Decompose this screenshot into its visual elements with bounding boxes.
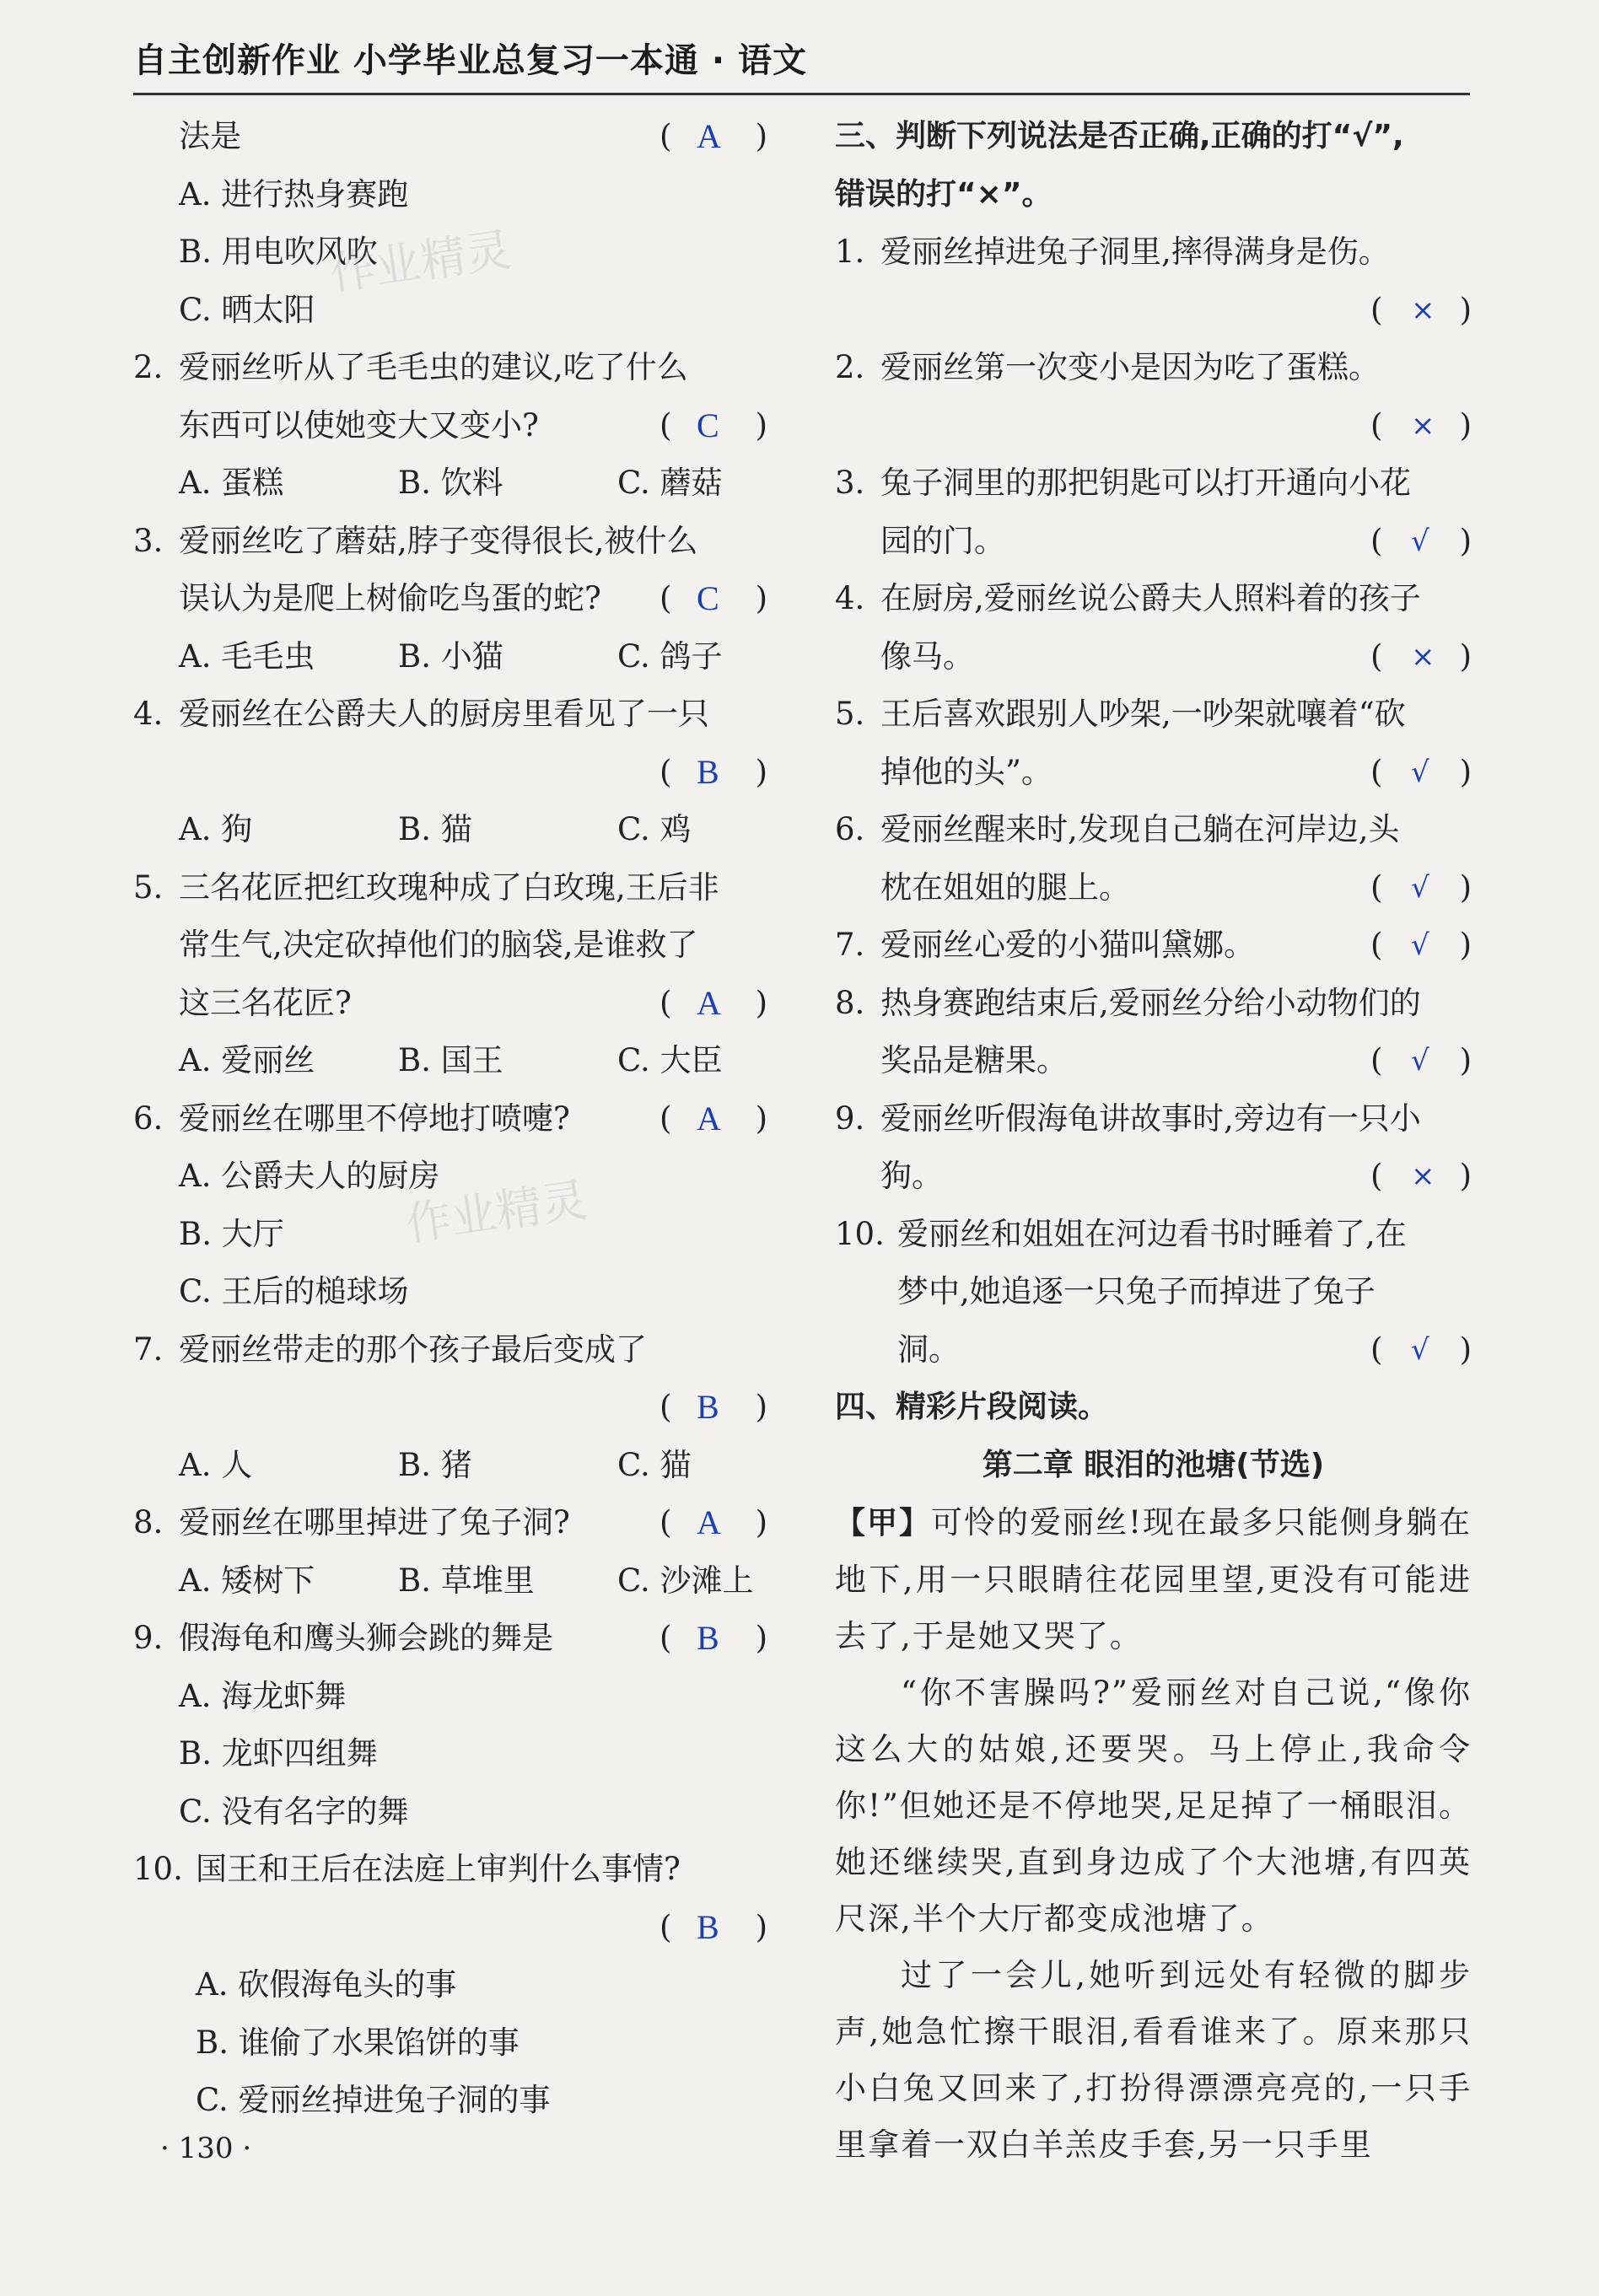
- item-text: 爱丽丝听假海龟讲故事时,旁边有一只小: [880, 1100, 1421, 1137]
- item-text: 热身赛跑结束后,爱丽丝分给小动物们的: [880, 984, 1421, 1021]
- item-text: 园的门。: [880, 522, 1005, 559]
- judgement-mark: ×: [1411, 1159, 1435, 1193]
- judgement-item-cont: [835, 1263, 1472, 1321]
- option: A. 公爵夫人的厨房: [179, 1158, 440, 1194]
- chapter-title: 第二章 眼泪的池塘(节选): [982, 1447, 1325, 1482]
- options-row: A. 人 B. 猪 C. 猫: [179, 1446, 692, 1483]
- judgement-mark: √: [1411, 928, 1429, 962]
- item-text: 像马。: [880, 637, 974, 675]
- item-text: 梦中,她追逐一只兔子而掉进了兔子: [897, 1273, 1376, 1309]
- item-number: 9.: [835, 1100, 865, 1137]
- question-6: 6. 爱丽丝在哪里不停地打喷嚏? ( A ): [133, 1090, 767, 1148]
- item-number: 4.: [835, 580, 865, 616]
- item-number: 1.: [835, 234, 865, 270]
- judgement-mark: √: [1411, 870, 1429, 905]
- watermark: 作业精灵: [326, 223, 514, 301]
- judgement-answer-row: ( × ): [835, 282, 1472, 340]
- item-text: 洞。: [897, 1331, 960, 1368]
- judgement-item: 7. 爱丽丝心爱的小猫叫黛娜。 ( √ ): [835, 917, 1472, 975]
- item-number: 7.: [835, 927, 865, 963]
- item-text: 狗。: [880, 1158, 943, 1194]
- option: B. 龙虾四组舞: [179, 1735, 378, 1772]
- option: B. 用电吹风吹: [179, 234, 378, 270]
- answer-mark: A: [697, 117, 721, 155]
- judgement-mark: ×: [1411, 639, 1435, 674]
- item-text: 爱丽丝和姐姐在河边看书时睡着了,在: [897, 1215, 1407, 1252]
- option: B. 大厅: [179, 1215, 284, 1252]
- judgement-item: [835, 223, 1472, 282]
- judgement-mark: √: [1411, 755, 1429, 789]
- passage-paragraph-2: “你不害臊吗?”爱丽丝对自己说,“像你这么大的姑娘,还要哭。马上停止,我命令你!”但她还是不停地哭,足足掉了一桶眼泪。她还继续哭,直到身边成了个大池塘,有四英尺深,半个大厅都变成池塘了。: [835, 1675, 1472, 1937]
- watermark: 作业精灵: [402, 1173, 590, 1251]
- option: C. 晒太阳: [179, 291, 315, 328]
- left-column: 法是 ( A ) A. 进行热身赛跑 B. 用电吹风吹 C. 晒太阳 2. 爱丽丝听从了毛毛虫的建议,吃了什么 东西可以使她变大又变小? ( C ) A. 蛋糕 B. 饮料 C. 蘑菇 3. 爱丽丝吃了蘑菇,脖子变得很长,被什么 误认为是爬上树偷吃鸟蛋的蛇? ( C ) A. 毛毛虫 B. 小猫 C. 鸽子 4. 爱丽丝在公爵夫人的厨房里看见了一只 ( B ) A. 狗 B. 猫 C. 鸡 5. 三名花匠把红玫瑰种成了白玫瑰,王后非 常生气,决定砍掉他们的脑袋,是谁救了 这三名花匠? ( A ) A. 爱丽丝 B. 国王 C. 大臣 6. 爱丽丝在哪里不停地打喷嚏? ( A ) A. 公爵夫人的厨房 B. 大厅 C. 王后的槌球场 7. 爱丽丝带走的那个孩子最后变成了 ( B ) A. 人 B. 猪 C. 猫 8. 爱丽丝在哪里掉进了兔子洞? ( A ) A. 矮树下 B. 草堆里 C. 沙滩上 9. 假海龟和鹰头狮会跳的舞是 ( B ) A. 海龙虾舞 B. 龙虾四组舞 C. 没有名字的舞 10. 国王和王后在法庭上审判什么事情? ( B ) A. 砍假海龟头的事 B. 谁偷了水果馅饼的事 C. 爱丽丝掉进兔子洞的事: [133, 108, 767, 2130]
- options-row: A. 毛毛虫 B. 小猫 C. 鸽子: [179, 637, 723, 675]
- question-4: 4. 爱丽丝在公爵夫人的厨房里看见了一只: [133, 696, 709, 732]
- item-text: 奖品是糖果。: [880, 1042, 1068, 1078]
- option: B. 谁偷了水果馅饼的事: [196, 2024, 520, 2061]
- judgement-item-cont: 园的门。 ( √ ): [835, 513, 1472, 571]
- options-row: A. 矮树下 B. 草堆里 C. 沙滩上: [179, 1562, 754, 1599]
- judgement-item-cont: 掉他的头”。 ( √ ): [835, 744, 1472, 802]
- section-3-heading-cont: 错误的打“×”。: [835, 176, 1053, 212]
- judgement-mark: ×: [1411, 408, 1435, 443]
- option: C. 没有名字的舞: [179, 1793, 409, 1830]
- question-10: 10. 国王和王后在法庭上审判什么事情?: [133, 1851, 681, 1887]
- option: A. 进行热身赛跑: [179, 175, 409, 212]
- answer-mark: A: [697, 983, 721, 1022]
- judgement-item: [835, 801, 1472, 859]
- true-false-list: [835, 223, 1472, 1379]
- judgement-item-cont: 洞。 ( √ ): [835, 1321, 1472, 1379]
- judgement-item: [835, 1090, 1472, 1148]
- question-9: 9. 假海龟和鹰头狮会跳的舞是 ( B ): [133, 1610, 767, 1668]
- judgement-answer-row: ( × ): [835, 397, 1472, 455]
- item-text: 枕在姐姐的腿上。: [880, 868, 1130, 906]
- question-1-cont: 法是 ( A ): [133, 108, 767, 166]
- answer-mark: B: [697, 1388, 719, 1426]
- judgement-mark: √: [1411, 1332, 1429, 1367]
- page-header: 自主创新作业 小学毕业总复习一本通 · 语文: [133, 34, 1470, 95]
- item-number: 10.: [835, 1215, 885, 1252]
- passage-tag: 【甲】: [835, 1506, 932, 1541]
- passage-paragraph-3: 过了一会儿,她听到远处有轻微的脚步声,她急忙擦干眼泪,看看谁来了。原来那只小白兔又回来了,打扮得漂漂亮亮的,一只手里拿着一双白羊羔皮手套,另一只手里: [835, 1957, 1472, 2163]
- option: A. 砍假海龟头的事: [196, 1966, 457, 2003]
- judgement-item: [835, 975, 1472, 1033]
- item-number: 5.: [835, 696, 865, 732]
- judgement-item: [835, 339, 1472, 397]
- item-number: 3.: [835, 465, 865, 501]
- options-row: A. 爱丽丝 B. 国王 C. 大臣: [179, 1042, 723, 1078]
- answer-mark: A: [697, 1099, 721, 1137]
- item-text: 掉他的头”。: [880, 753, 1053, 790]
- answer-mark: B: [697, 1907, 719, 1946]
- judgement-item: [835, 454, 1472, 513]
- judgement-item-cont: 枕在姐姐的腿上。 ( √ ): [835, 859, 1472, 917]
- judgement-item: [835, 686, 1472, 744]
- judgement-item-cont: 奖品是糖果。 ( √ ): [835, 1032, 1472, 1090]
- judgement-mark: √: [1411, 524, 1429, 558]
- answer-mark: A: [697, 1503, 721, 1541]
- option: C. 王后的槌球场: [179, 1273, 409, 1309]
- answer-mark: C: [697, 579, 719, 617]
- answer-mark: C: [697, 406, 719, 444]
- item-number: 2.: [835, 349, 865, 385]
- question-3: 3. 爱丽丝吃了蘑菇,脖子变得很长,被什么: [133, 522, 698, 559]
- answer-mark: B: [697, 752, 719, 791]
- item-text: 爱丽丝醒来时,发现自己躺在河岸边,头: [880, 811, 1400, 847]
- options-row: A. 狗 B. 猫 C. 鸡: [179, 811, 692, 847]
- answer-mark: B: [697, 1619, 719, 1657]
- item-text: 爱丽丝掉进兔子洞里,摔得满身是伤。: [880, 234, 1390, 270]
- section-4-heading: 四、精彩片段阅读。: [835, 1390, 1109, 1424]
- question-7: 7. 爱丽丝带走的那个孩子最后变成了: [133, 1331, 647, 1368]
- item-text: 爱丽丝第一次变小是因为吃了蛋糕。: [880, 349, 1380, 385]
- question-8: 8. 爱丽丝在哪里掉进了兔子洞? ( A ): [133, 1494, 767, 1552]
- judgement-item-cont: 狗。 ( × ): [835, 1148, 1472, 1206]
- item-text: 王后喜欢跟别人吵架,一吵架就嚷着“砍: [880, 696, 1406, 732]
- item-number: 6.: [835, 811, 865, 847]
- item-text: 在厨房,爱丽丝说公爵夫人照料着的孩子: [880, 580, 1421, 616]
- item-number: 8.: [835, 984, 865, 1021]
- judgement-item-cont: 像马。 ( × ): [835, 628, 1472, 686]
- page-number: · 130 ·: [160, 2132, 252, 2165]
- judgement-mark: ×: [1411, 293, 1435, 327]
- question-2: 2. 爱丽丝听从了毛毛虫的建议,吃了什么: [133, 349, 688, 385]
- passage-paragraph-1: 【甲】可怜的爱丽丝!现在最多只能侧身躺在地下,用一只眼睛往花园里望,更没有可能进去了,于是她又哭了。: [835, 1504, 1472, 1654]
- judgement-mark: √: [1411, 1044, 1429, 1078]
- options-row: A. 蛋糕 B. 饮料 C. 蘑菇: [179, 465, 723, 501]
- item-text: 兔子洞里的那把钥匙可以打开通向小花: [880, 465, 1411, 501]
- judgement-item: [835, 1206, 1472, 1264]
- judgement-item: [835, 570, 1472, 628]
- option: A. 海龙虾舞: [179, 1677, 347, 1714]
- item-text: 爱丽丝心爱的小猫叫黛娜。: [880, 927, 1255, 963]
- option: C. 爱丽丝掉进兔子洞的事: [196, 2082, 551, 2118]
- right-column: [835, 108, 1472, 2173]
- question-5: 5. 三名花匠把红玫瑰种成了白玫瑰,王后非: [133, 868, 719, 906]
- section-3-heading: 三、判断下列说法是否正确,正确的打“√”,: [835, 119, 1404, 153]
